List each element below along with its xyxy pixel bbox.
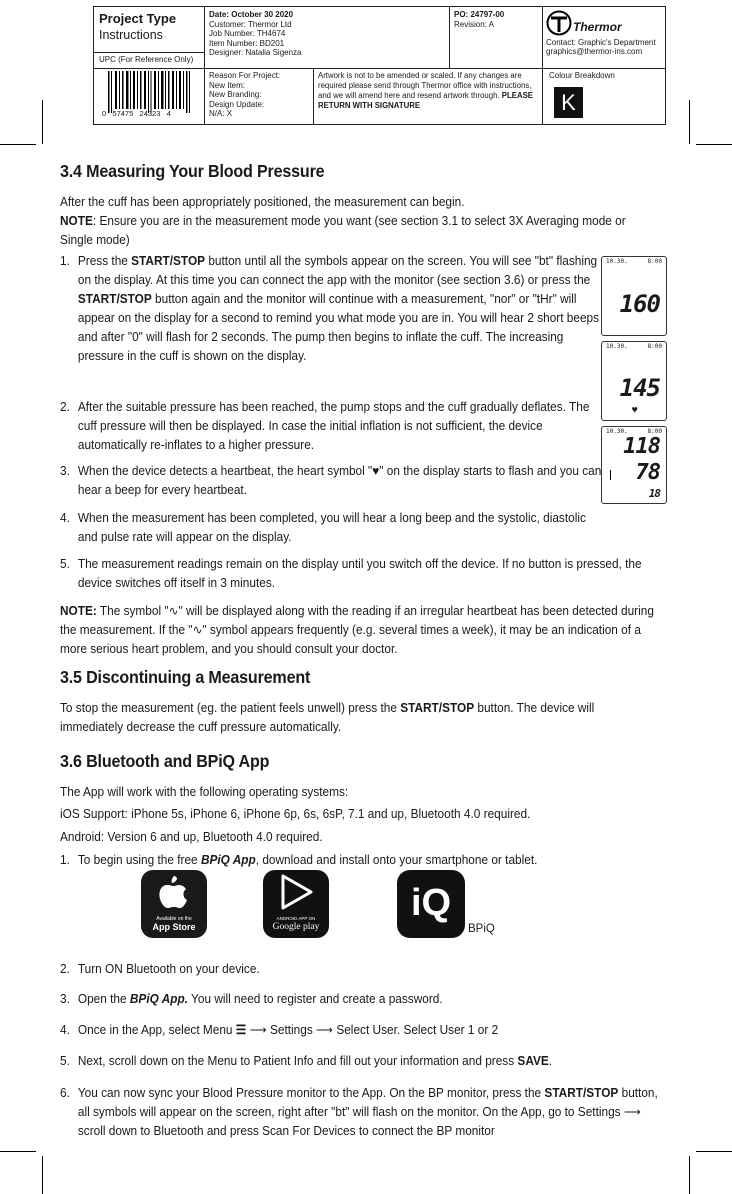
thermor-contact: Thermor Contact: Graphic's Department graphics@thermor-ins.com	[546, 10, 664, 56]
s36-step-3: 3. Open the BPiQ App. You will need to register and create a password.	[60, 992, 443, 1006]
thermor-logo-icon	[546, 10, 572, 36]
thermor-logo: Thermor	[546, 10, 664, 36]
s34-note: NOTE: Ensure you are in the measurement mode you want (see section 3.1 to select 3X Averaging mode or Single mode)	[60, 214, 626, 247]
menu-icon: ☰	[235, 1023, 247, 1037]
s34-note-irregular: NOTE: The symbol "∿" will be displayed along with the reading if an irregular heartbeat has been detected during the measurement. If the "∿" symbol appears frequently (e.g. several times a week), it may be an indication of a more serious heart problem, and you should consult your doctor.	[60, 604, 654, 656]
app-store-badge[interactable]: Available on the App Store	[141, 870, 207, 938]
crop-mark	[696, 144, 732, 145]
play-store-icon	[263, 870, 329, 912]
barcode: 0 57475 24323 4	[102, 69, 198, 119]
s36-step-6: 6. You can now sync your Blood Pressure monitor to the App. On the BP monitor, press the START/STOP button, all symbols will appear on the screen, right after "bt" will flash on the monitor. On the App, go to Settings ⟶ scroll down to Bluetooth and press Scan For Devices to connect the BP monitor	[60, 1086, 658, 1138]
crop-mark	[42, 100, 43, 144]
google-play-badge[interactable]: ANDROID APP ON Google play	[263, 870, 329, 938]
s34-intro: After the cuff has been appropriately positioned, the measurement can begin.	[60, 195, 465, 209]
lcd-display-inflating: 10.30. 8:00 160	[601, 256, 667, 336]
heart-icon: ♥	[632, 406, 638, 416]
section-3-5-title: 3.5 Discontinuing a Measurement	[60, 667, 311, 687]
s36-step-4: 4. Once in the App, select Menu ☰ ⟶ Settings ⟶ Select User. Select User 1 or 2	[60, 1023, 499, 1037]
bpiq-label: BPiQ	[468, 923, 495, 935]
reason-for-project: Reason For Project: New Item: New Branding: Design Update: N/A: X	[209, 71, 281, 119]
section-3-6-title: 3.6 Bluetooth and BPiQ App	[60, 751, 270, 771]
s36-line-2: iOS Support: iPhone 5s, iPhone 6, iPhone 6p, 6s, 6sP, 7.1 and up, Bluetooth 4.0 required.	[60, 807, 531, 821]
s36-step-5: 5. Next, scroll down on the Menu to Patient Info and fill out your information and press SAVE.	[60, 1054, 553, 1068]
arrow-right-icon: ⟶	[249, 1023, 267, 1037]
job-details: Date: October 30 2020 Customer: Thermor Ltd Job Number: TH4674 Item Number: BD201 Designer: Natalia Sigenza	[209, 10, 302, 57]
barcode-icon	[102, 69, 198, 113]
crop-mark	[696, 1151, 732, 1152]
apple-icon	[141, 870, 207, 910]
s36-step-1: 1. To begin using the free BPiQ App, download and install onto your smartphone or tablet.	[60, 853, 538, 867]
s36-line-1: The App will work with the following operating systems:	[60, 785, 349, 799]
s34-step-4: 4. When the measurement has been completed, you will hear a long beep and the systolic, diastolic and pulse rate will appear on the display.	[60, 511, 586, 544]
upc-label: UPC (For Reference Only)	[99, 55, 194, 64]
s36-step-2: 2. Turn ON Bluetooth on your device.	[60, 962, 260, 976]
s35-text: To stop the measurement (eg. the patient feels unwell) press the START/STOP button. The device will immediately decrease the cuff pressure automatically.	[60, 701, 595, 734]
arrow-right-icon: ⟶	[623, 1105, 641, 1119]
s34-step-5: 5. The measurement readings remain on the display until you switch off the device. If no button is pressed, the device switches off itself in 3 minutes.	[60, 557, 642, 590]
lcd-display-result: 10.30. 8:00 118 78 18	[601, 426, 667, 504]
crop-mark	[0, 144, 36, 145]
s36-line-3: Android: Version 6 and up, Bluetooth 4.0 required.	[60, 830, 323, 844]
artwork-note: Artwork is not to be amended or scaled. If any changes are required please send through Thermor office with instructions, and we will amend here and resend artwork through. PLEASE RETURN WITH SIGNATURE	[318, 71, 533, 110]
lcd-display-deflating: 10.30. 8:00 145 ♥	[601, 341, 667, 421]
arrow-right-icon: ⟶	[316, 1023, 334, 1037]
po-revision: PO: 24797-00 Revision: A	[454, 10, 505, 29]
colour-swatch-k: K	[554, 87, 583, 118]
project-type: Project Type Instructions	[99, 11, 177, 42]
bpiq-app-icon[interactable]: iQ	[397, 870, 465, 938]
crop-mark	[689, 1156, 690, 1194]
s34-step-2: 2. After the suitable pressure has been reached, the pump stops and the cuff gradually deflates. The cuff pressure will then be displayed. In case the initial inflation is not sufficient, the device automatically re-inflates to a higher pressure.	[60, 400, 590, 452]
s34-step-1: 1. Press the START/STOP button until all the symbols appear on the screen. You will see "bt" flashing on the display. At this time you can connect the app with the monitor (see section 3.6) or press the START/STOP button again and the monitor will continue with a measurement, "nor" or "tHr" will appear on the display for a second to remind you what mode you are in. You will hear 2 short beeps and after "0" will flash for 2 seconds. The pump then begins to inflate the cuff. The increasing pressure in the cuff is shown on the display.	[60, 254, 600, 363]
artwork-header-table	[93, 6, 666, 125]
crop-mark	[0, 1151, 36, 1152]
colour-breakdown-label: Colour Breakdown	[549, 71, 615, 80]
crop-mark	[42, 1156, 43, 1194]
display-marker	[610, 470, 611, 480]
section-3-4-title: 3.4 Measuring Your Blood Pressure	[60, 161, 325, 181]
crop-mark	[689, 100, 690, 144]
s34-step-3: 3. When the device detects a heartbeat, the heart symbol "♥" on the display starts to flash and you can hear a beep for every heartbeat.	[60, 464, 602, 497]
